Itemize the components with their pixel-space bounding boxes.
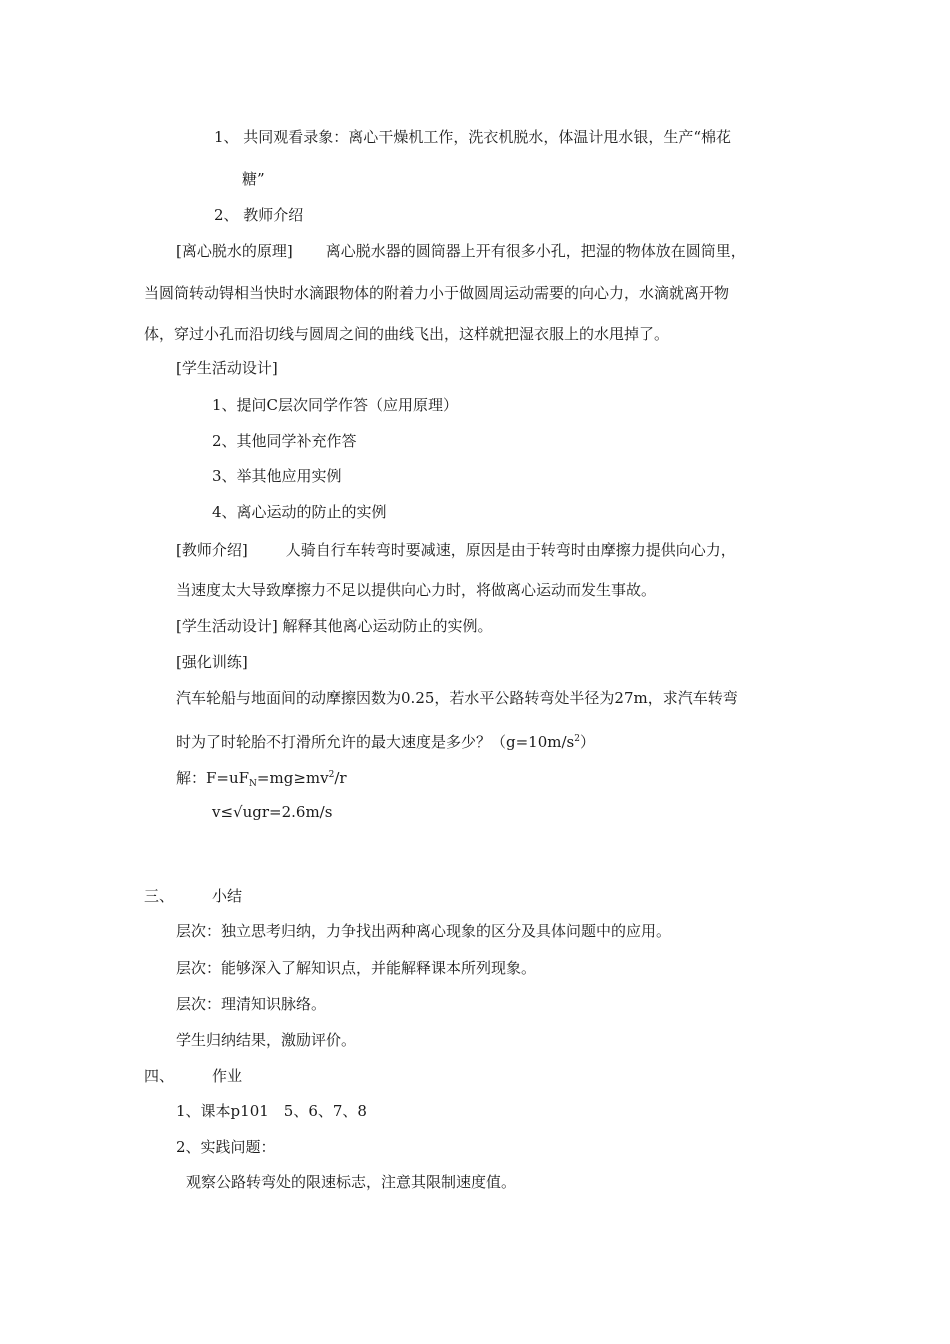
homework-item-1: 1、课本p101 5、6、7、8 [176,1102,367,1120]
item-1-line: 1、 共同观看录象：离心干燥机工作，洗衣机脱水，体温计甩水银，生产“棉花 [214,128,731,146]
solution-text-a: 解：F=uF [176,769,250,787]
summary-result: 学生归纳结果，激励评价。 [176,1031,357,1049]
solution-text-c: /r [334,769,347,787]
solution-line-1 [176,765,347,794]
problem-line-2 [176,729,595,752]
student-activity-item-3: 3、举其他应用实例 [212,467,342,485]
teacher-paragraph-line-2: 当速度太大导致摩擦力不足以提供向心力时，将做离心运动而发生事故。 [176,581,657,599]
problem-text-end: ） [579,733,595,751]
student-activity-item-1: 1、提问C层次同学作答（应用原理） [212,396,459,414]
teacher-paragraph-line-1 [176,540,736,560]
principle-tag: [离心脱水的原理] [176,242,293,260]
teacher-text: 人骑自行车转弯时要减速，原因是由于转弯时由摩擦力提供向心力， [285,541,736,559]
principle-text: 离心脱水器的圆筒器上开有很多小孔，把湿的物体放在圆筒里， [325,242,746,260]
superscript: 2 [328,770,335,780]
solution-text-b: =mg≥mv [256,769,329,787]
superscript: 2 [574,734,580,744]
subscript: N [249,779,257,789]
student-activity-item-4: 4、离心运动的防止的实例 [212,503,387,521]
section-3-number: 三、 [144,887,175,905]
item-1-line-cont: 糖” [242,170,265,188]
student-activity-2: [学生活动设计] 解释其他离心运动防止的实例。 [176,617,493,635]
principle-paragraph-line-1 [176,241,746,261]
solution-line-2: v≤√ugr=2.6m/s [212,803,333,821]
student-activity-heading: [学生活动设计] [176,359,278,377]
training-heading: [强化训练] [176,653,248,671]
homework-item-2: 2、实践问题： [176,1138,276,1156]
section-4-number: 四、 [144,1067,175,1085]
section-4-title: 作业 [212,1067,243,1085]
item-2-line: 2、 教师介绍 [214,206,304,224]
summary-level-3: 层次：理清知识脉络。 [176,995,327,1013]
principle-paragraph-line-3: 体，穿过小孔而沿切线与圆周之间的曲线飞出，这样就把湿衣服上的水甩掉了。 [144,325,670,343]
homework-practice-text: 观察公路转弯处的限速标志，注意其限制速度值。 [186,1173,517,1191]
student-activity-item-2: 2、其他同学补充作答 [212,432,357,450]
teacher-tag: [教师介绍] [176,541,248,559]
problem-text: 时为了时轮胎不打滑所允许的最大速度是多少？（g=10m/s [176,733,575,751]
problem-line-1: 汽车轮船与地面间的动摩擦因数为0.25，若水平公路转弯处半径为27m，求汽车转弯 [176,689,738,707]
summary-level-1: 层次：独立思考归纳，力争找出两种离心现象的区分及具体问题中的应用。 [176,922,672,940]
principle-paragraph-line-2: 当圆筒转动锝相当快时水滴跟物体的附着力小于做圆周运动需要的向心力，水滴就离开物 [144,284,730,302]
summary-level-2: 层次：能够深入了解知识点，并能解释课本所列现象。 [176,959,537,977]
section-3-title: 小结 [212,887,243,905]
